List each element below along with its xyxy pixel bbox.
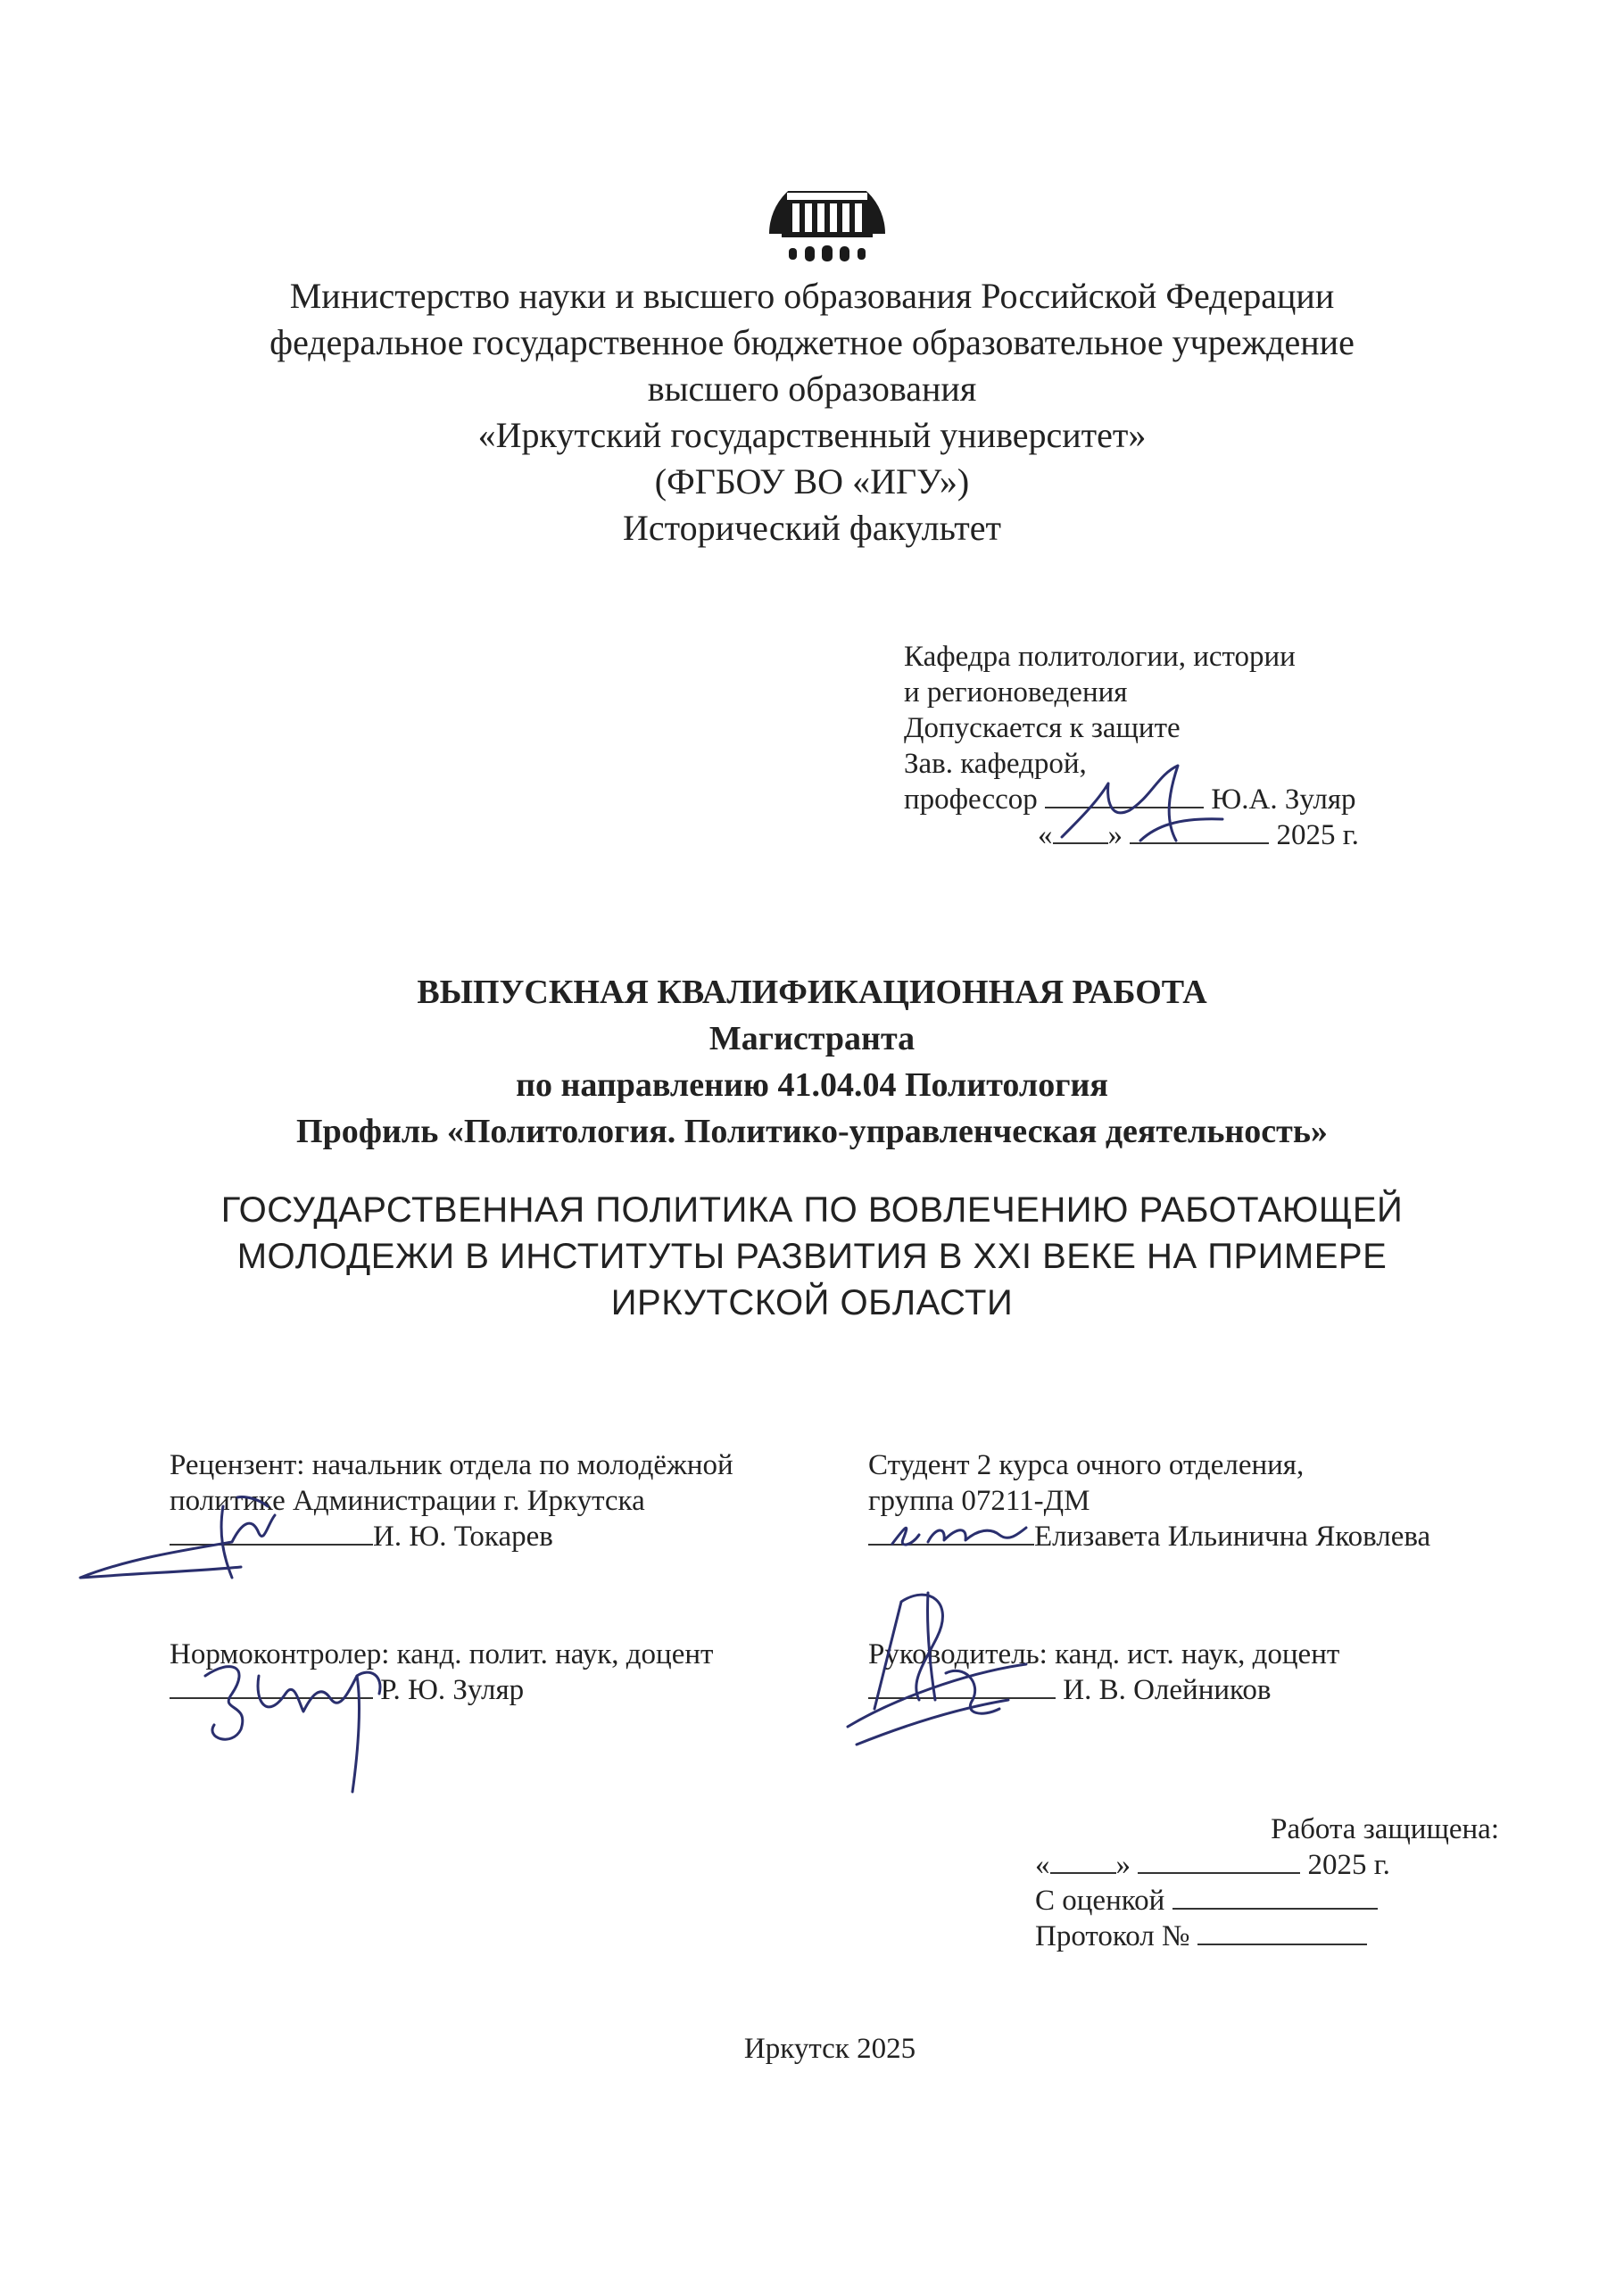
university-logo bbox=[760, 136, 894, 269]
normcontroller-line-1: Нормоконтролер: канд. полит. наук, доцент bbox=[170, 1638, 714, 1670]
footer-city-year: Иркутск 2025 bbox=[743, 2033, 916, 2065]
approval-year: 2025 г. bbox=[1276, 819, 1359, 851]
direction-label: по направлению 41.04.04 Политология bbox=[516, 1066, 1108, 1104]
head-title: Зав. кафедрой, bbox=[904, 748, 1087, 780]
theme-line-2: МОЛОДЕЖИ В ИНСТИТУТЫ РАЗВИТИЯ В XXI ВЕКЕ НА ПРИМЕРЕ bbox=[236, 1237, 1388, 1276]
university-abbreviation: (ФГБОУ ВО «ИГУ») bbox=[654, 461, 970, 501]
student-line-2: группа 07211-ДМ bbox=[868, 1485, 1090, 1517]
faculty-name: Исторический факультет bbox=[622, 508, 1002, 548]
defense-block bbox=[1035, 1811, 1499, 1954]
defense-day-blank bbox=[1050, 1847, 1116, 1874]
grade-blank bbox=[1172, 1883, 1378, 1910]
theme-line-3: ИРКУТСКОЙ ОБЛАСТИ bbox=[610, 1283, 1014, 1322]
supervisor-signature-image bbox=[830, 1566, 1053, 1771]
defense-title: Работа защищена: bbox=[1271, 1813, 1499, 1845]
supervisor-name: И. В. Олейников bbox=[1063, 1674, 1272, 1706]
defense-date-line: « » 2025 г. bbox=[1035, 1849, 1390, 1881]
supervisor-line-1: Руководитель: канд. ист. наук, доцент bbox=[868, 1638, 1340, 1670]
institution-type: федеральное государственное бюджетное образовательное учреждение bbox=[269, 322, 1355, 362]
reviewer-name: И. Ю. Токарев bbox=[373, 1521, 553, 1553]
normcontroller-signature-image bbox=[170, 1640, 402, 1810]
head-signature-line: профессор Ю.А. Зуляр bbox=[904, 783, 1356, 816]
approval-date-line: « » 2025 г. bbox=[1038, 819, 1359, 851]
student-signature-image bbox=[857, 1508, 1053, 1562]
reviewer-signature-image bbox=[54, 1488, 321, 1596]
ministry-name: Министерство науки и высшего образования Российской Федерации bbox=[289, 276, 1335, 316]
department-line-1: Кафедра политологии, истории bbox=[904, 641, 1296, 673]
admission-label: Допускается к защите bbox=[904, 712, 1181, 744]
reviewer-line-2: политике Администрации г. Иркутска bbox=[170, 1485, 645, 1517]
defense-month-blank bbox=[1138, 1847, 1300, 1874]
normcontroller-name: Р. Ю. Зуляр bbox=[380, 1674, 525, 1706]
work-type: ВЫПУСКНАЯ КВАЛИФИКАЦИОННАЯ РАБОТА bbox=[417, 974, 1207, 1011]
education-level: высшего образования bbox=[647, 369, 977, 409]
header-block bbox=[0, 273, 1624, 551]
title-block bbox=[0, 969, 1624, 1155]
degree-label: Магистранта bbox=[708, 1020, 916, 1057]
defense-year: 2025 г. bbox=[1307, 1849, 1390, 1881]
reviewer-line-1: Рецензент: начальник отдела по молодёжной bbox=[170, 1449, 733, 1481]
grade-line bbox=[1035, 1883, 1499, 1919]
theme-line-1: ГОСУДАРСТВЕННАЯ ПОЛИТИКА ПО ВОВЛЕЧЕНИЮ РАБОТАЮЩЕЙ bbox=[220, 1190, 1404, 1230]
thesis-theme bbox=[0, 1187, 1624, 1326]
protocol-blank bbox=[1197, 1919, 1367, 1945]
protocol-line bbox=[1035, 1919, 1499, 1954]
student-line-1: Студент 2 курса очного отделения, bbox=[868, 1449, 1305, 1481]
department-line-2: и регионоведения bbox=[904, 676, 1128, 709]
protocol-label: Протокол № bbox=[1035, 1920, 1190, 1952]
university-name: «Иркутский государственный университет» bbox=[477, 415, 1147, 455]
student-name: Елизавета Ильинична Яковлева bbox=[1034, 1521, 1431, 1553]
profile-label: Профиль «Политология. Политико-управленческая деятельность» bbox=[296, 1113, 1328, 1150]
head-name: Ю.А. Зуляр bbox=[1211, 783, 1356, 816]
head-signature-image bbox=[1044, 748, 1249, 855]
grade-label: С оценкой bbox=[1035, 1885, 1165, 1917]
